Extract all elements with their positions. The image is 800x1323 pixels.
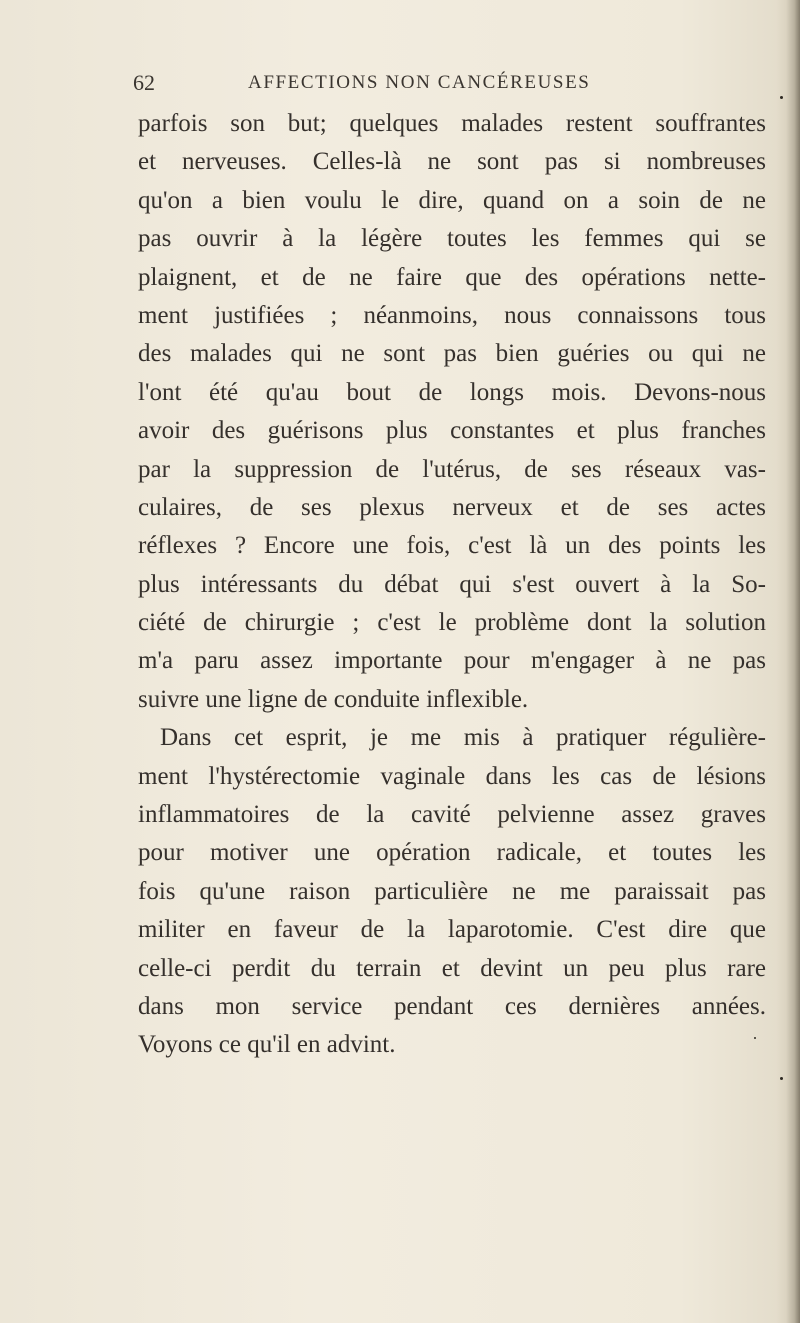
text-line: des malades qui ne sont pas bien guéries ou qui ne	[138, 340, 766, 368]
page-number: 62	[133, 70, 155, 95]
body-text	[138, 105, 788, 1065]
ink-speck	[780, 1077, 783, 1080]
text-line: ment justifiées ; néanmoins, nous connaissons tous	[138, 301, 766, 329]
ink-speck	[754, 1037, 756, 1039]
text-line: qu'on a bien voulu le dire, quand on a soin de ne	[138, 186, 766, 214]
text-line: parfois son but; quelques malades restent souffrantes	[138, 110, 766, 137]
page-header	[133, 70, 653, 100]
text-line: avoir des guérisons plus constantes et plus franches	[138, 417, 766, 445]
text-line: dans mon service pendant ces dernières années.	[138, 992, 766, 1020]
text-line: pas ouvrir à la légère toutes les femmes qui se	[138, 225, 766, 253]
text-line: Voyons ce qu'il en advint.	[138, 1031, 396, 1059]
text-line: fois qu'une raison particulière ne me paraissait pas	[138, 877, 766, 905]
text-line: et nerveuses. Celles-là ne sont pas si nombreuses	[138, 148, 766, 176]
text-line: Dans cet esprit, je me mis à pratiquer régulière-	[160, 724, 766, 752]
text-line: culaires, de ses plexus nerveux et de ses actes	[138, 493, 766, 521]
text-line: ment l'hystérectomie vaginale dans les cas de lésions	[138, 762, 766, 790]
text-line: plaignent, et de ne faire que des opérations nette-	[138, 263, 766, 291]
page-edge-shadow	[786, 0, 800, 1323]
text-line: par la suppression de l'utérus, de ses réseaux vas-	[138, 455, 766, 483]
ink-speck	[780, 96, 783, 99]
text-line: m'a paru assez importante pour m'engager à ne pas	[138, 647, 766, 675]
text-line: l'ont été qu'au bout de longs mois. Devons-nous	[138, 378, 766, 406]
text-line: celle-ci perdit du terrain et devint un peu plus rare	[138, 954, 766, 982]
paragraph-1	[138, 105, 788, 719]
text-line: ciété de chirurgie ; c'est le problème dont la solution	[138, 609, 766, 637]
text-line: suivre une ligne de conduite inflexible.	[138, 685, 529, 713]
text-line: inflammatoires de la cavité pelvienne assez graves	[138, 801, 766, 829]
text-line: militer en faveur de la laparotomie. C'est dire que	[138, 916, 766, 944]
text-line: plus intéressants du débat qui s'est ouvert à la So-	[138, 570, 766, 598]
text-line: réflexes ? Encore une fois, c'est là un des points les	[138, 532, 766, 560]
text-line: pour motiver une opération radicale, et toutes les	[138, 839, 766, 867]
running-head: AFFECTIONS NON CANCÉREUSES	[248, 72, 591, 93]
paragraph-2	[138, 719, 788, 1065]
